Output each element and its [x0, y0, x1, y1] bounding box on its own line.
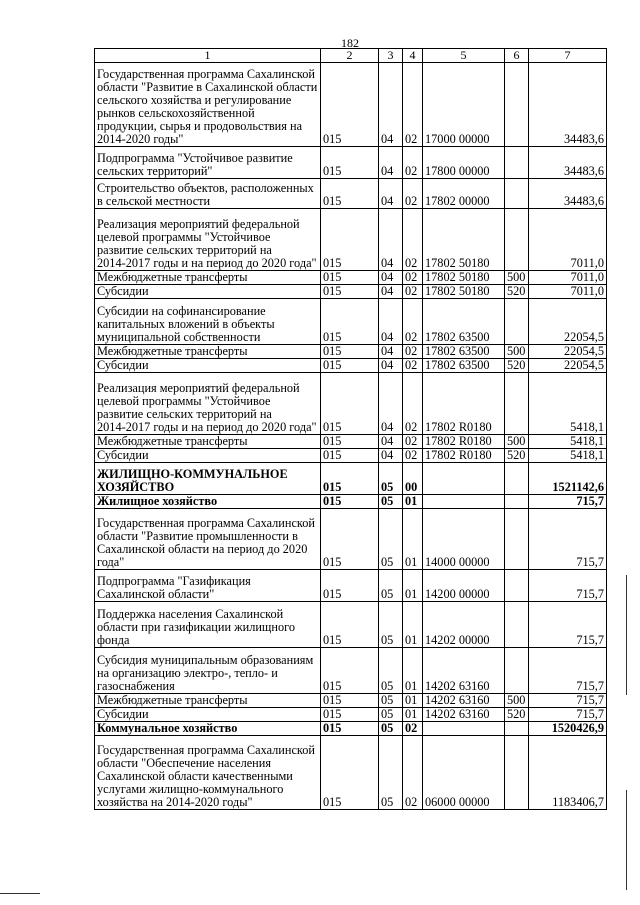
- table-row: [95, 373, 607, 435]
- row-code-cell-c2: 015: [321, 694, 379, 708]
- row-code-cell-c2: 015: [321, 570, 379, 602]
- table-row: [95, 63, 607, 147]
- row-name-cell: Межбюджетные трансферты: [95, 271, 321, 285]
- table-row: [95, 570, 607, 602]
- row-code-cell-c3: 05: [379, 736, 403, 810]
- row-code-cell-c2: 015: [321, 285, 379, 299]
- table-row: [95, 495, 607, 509]
- footer-dash: [0, 893, 40, 894]
- row-code-cell-c6: [505, 648, 529, 694]
- row-code-cell-c3: 05: [379, 495, 403, 509]
- row-code-cell-c6: 520: [505, 359, 529, 373]
- row-code-cell-c6: 520: [505, 708, 529, 722]
- row-amount-cell: 1183406,7: [529, 736, 607, 810]
- row-code-cell-c5: 14202 63160: [423, 694, 505, 708]
- table-row: [95, 602, 607, 648]
- row-code-cell-c6: [505, 509, 529, 570]
- row-code-cell-c4: 02: [403, 299, 423, 345]
- row-code-cell-c6: [505, 373, 529, 435]
- row-name-cell: Субсидии: [95, 449, 321, 463]
- row-code-cell-c3: 04: [379, 299, 403, 345]
- row-code-cell-c3: 04: [379, 179, 403, 209]
- margin-line: [626, 790, 627, 890]
- table-row: [95, 463, 607, 495]
- row-code-cell-c2: 015: [321, 147, 379, 179]
- row-code-cell-c4: 02: [403, 179, 423, 209]
- row-name-cell: Межбюджетные трансферты: [95, 435, 321, 449]
- row-name-cell: Государственная программа Сахалинской области "Развитие промышленности в Сахалинской области на период до 2020 года": [95, 509, 321, 570]
- row-name-cell: Субсидии: [95, 708, 321, 722]
- row-code-cell-c2: 015: [321, 722, 379, 736]
- table-row: [95, 449, 607, 463]
- row-code-cell-c4: 02: [403, 736, 423, 810]
- row-code-cell-c3: 04: [379, 373, 403, 435]
- row-code-cell-c5: 17802 R0180: [423, 449, 505, 463]
- row-code-cell-c6: 500: [505, 694, 529, 708]
- row-code-cell-c2: 015: [321, 373, 379, 435]
- table-row: [95, 708, 607, 722]
- header-col-1: 1: [95, 49, 321, 63]
- table-row: [95, 285, 607, 299]
- row-code-cell-c4: 01: [403, 602, 423, 648]
- row-name-cell: Коммунальное хозяйство: [95, 722, 321, 736]
- row-amount-cell: 715,7: [529, 708, 607, 722]
- row-code-cell-c6: [505, 63, 529, 147]
- row-name-cell: Строительство объектов, расположенных в сельской местности: [95, 179, 321, 209]
- row-code-cell-c3: 04: [379, 345, 403, 359]
- row-code-cell-c4: 01: [403, 694, 423, 708]
- row-code-cell-c6: [505, 179, 529, 209]
- row-code-cell-c5: 17802 50180: [423, 285, 505, 299]
- row-code-cell-c5: 14200 00000: [423, 570, 505, 602]
- row-code-cell-c6: 500: [505, 271, 529, 285]
- page-number: 182: [341, 36, 359, 50]
- row-name-cell: Реализация мероприятий федеральной целевой программы "Устойчивое развитие сельских территорий на 2014-2017 годы и на период до 2020 года": [95, 373, 321, 435]
- table-row: [95, 648, 607, 694]
- row-amount-cell: 715,7: [529, 495, 607, 509]
- row-name-cell: Государственная программа Сахалинской области "Обеспечение населения Сахалинской области качественными услугами жилищно-коммунального хозяйства на 2014-2020 годы": [95, 736, 321, 810]
- row-code-cell-c5: 17802 R0180: [423, 373, 505, 435]
- row-code-cell-c6: [505, 299, 529, 345]
- row-code-cell-c3: 05: [379, 694, 403, 708]
- row-amount-cell: 5418,1: [529, 449, 607, 463]
- row-code-cell-c6: 520: [505, 285, 529, 299]
- row-amount-cell: 1521142,6: [529, 463, 607, 495]
- row-code-cell-c3: 04: [379, 449, 403, 463]
- row-amount-cell: 34483,6: [529, 179, 607, 209]
- table-row: [95, 271, 607, 285]
- row-code-cell-c2: 015: [321, 299, 379, 345]
- row-code-cell-c3: 05: [379, 708, 403, 722]
- row-code-cell-c3: 05: [379, 509, 403, 570]
- row-amount-cell: 22054,5: [529, 359, 607, 373]
- row-name-cell: Межбюджетные трансферты: [95, 694, 321, 708]
- row-code-cell-c6: 500: [505, 435, 529, 449]
- row-code-cell-c2: 015: [321, 63, 379, 147]
- row-code-cell-c6: 500: [505, 345, 529, 359]
- row-name-cell: Подпрограмма "Устойчивое развитие сельских территорий": [95, 147, 321, 179]
- header-col-6: 6: [505, 49, 529, 63]
- row-code-cell-c2: 015: [321, 359, 379, 373]
- row-code-cell-c3: 05: [379, 463, 403, 495]
- table-row: [95, 179, 607, 209]
- header-col-3: 3: [379, 49, 403, 63]
- table-row: [95, 359, 607, 373]
- row-code-cell-c2: 015: [321, 463, 379, 495]
- row-name-cell: Реализация мероприятий федеральной целевой программы "Устойчивое развитие сельских территорий на 2014-2017 годы и на период до 2020 года": [95, 209, 321, 271]
- table-row: [95, 694, 607, 708]
- row-code-cell-c5: 17802 63500: [423, 359, 505, 373]
- table-row: [95, 299, 607, 345]
- row-code-cell-c4: 02: [403, 271, 423, 285]
- row-code-cell-c6: 520: [505, 449, 529, 463]
- row-code-cell-c4: 02: [403, 722, 423, 736]
- row-name-cell: Поддержка населения Сахалинской области при газификации жилищного фонда: [95, 602, 321, 648]
- row-code-cell-c2: 015: [321, 708, 379, 722]
- row-code-cell-c4: 01: [403, 495, 423, 509]
- row-code-cell-c3: 04: [379, 147, 403, 179]
- header-col-5: 5: [423, 49, 505, 63]
- row-code-cell-c3: 05: [379, 648, 403, 694]
- row-code-cell-c5: 14000 00000: [423, 509, 505, 570]
- row-code-cell-c4: 02: [403, 435, 423, 449]
- row-code-cell-c2: 015: [321, 345, 379, 359]
- row-code-cell-c2: 015: [321, 271, 379, 285]
- row-code-cell-c2: 015: [321, 435, 379, 449]
- table-row: [95, 435, 607, 449]
- table-body: [95, 63, 607, 810]
- row-code-cell-c3: 04: [379, 209, 403, 271]
- row-code-cell-c5: [423, 495, 505, 509]
- row-code-cell-c3: 04: [379, 359, 403, 373]
- row-name-cell: ЖИЛИЩНО-КОММУНАЛЬНОЕ ХОЗЯЙСТВО: [95, 463, 321, 495]
- row-code-cell-c6: [505, 209, 529, 271]
- row-code-cell-c6: [505, 147, 529, 179]
- row-name-cell: Субсидия муниципальным образованиям на организацию электро-, тепло- и газоснабжения: [95, 648, 321, 694]
- row-amount-cell: 7011,0: [529, 209, 607, 271]
- row-code-cell-c5: 17802 R0180: [423, 435, 505, 449]
- row-code-cell-c5: 17000 00000: [423, 63, 505, 147]
- table-row: [95, 722, 607, 736]
- row-amount-cell: 715,7: [529, 648, 607, 694]
- row-amount-cell: 22054,5: [529, 345, 607, 359]
- row-code-cell-c3: 04: [379, 435, 403, 449]
- row-code-cell-c2: 015: [321, 736, 379, 810]
- row-code-cell-c4: 01: [403, 648, 423, 694]
- table-row: [95, 736, 607, 810]
- table-row: [95, 509, 607, 570]
- row-name-cell: Подпрограмма "Газификация Сахалинской области": [95, 570, 321, 602]
- row-code-cell-c6: [505, 722, 529, 736]
- row-code-cell-c3: 04: [379, 63, 403, 147]
- row-amount-cell: 7011,0: [529, 271, 607, 285]
- row-code-cell-c2: 015: [321, 509, 379, 570]
- row-name-cell: Субсидии: [95, 359, 321, 373]
- row-amount-cell: 715,7: [529, 694, 607, 708]
- row-code-cell-c5: 17802 63500: [423, 299, 505, 345]
- table-header-row: [95, 49, 607, 63]
- row-code-cell-c5: 14202 63160: [423, 708, 505, 722]
- table-row: [95, 209, 607, 271]
- row-name-cell: Государственная программа Сахалинской области "Развитие в Сахалинской области сельского хозяйства и регулирование рынков сельскохозяйственной продукции, сырья и продовольствия на 2014-2020 годы": [95, 63, 321, 147]
- row-code-cell-c5: 14202 63160: [423, 648, 505, 694]
- row-code-cell-c4: 02: [403, 345, 423, 359]
- row-amount-cell: 22054,5: [529, 299, 607, 345]
- row-name-cell: Субсидии: [95, 285, 321, 299]
- row-amount-cell: 715,7: [529, 570, 607, 602]
- row-code-cell-c2: 015: [321, 209, 379, 271]
- row-code-cell-c5: 17802 63500: [423, 345, 505, 359]
- row-code-cell-c5: 17802 50180: [423, 209, 505, 271]
- row-amount-cell: 34483,6: [529, 63, 607, 147]
- row-code-cell-c4: 02: [403, 63, 423, 147]
- row-code-cell-c4: 02: [403, 285, 423, 299]
- row-code-cell-c5: 17802 50180: [423, 271, 505, 285]
- row-amount-cell: 34483,6: [529, 147, 607, 179]
- row-code-cell-c4: 01: [403, 509, 423, 570]
- row-code-cell-c6: [505, 602, 529, 648]
- row-amount-cell: 5418,1: [529, 373, 607, 435]
- row-amount-cell: 5418,1: [529, 435, 607, 449]
- row-code-cell-c5: [423, 722, 505, 736]
- row-amount-cell: 1520426,9: [529, 722, 607, 736]
- row-code-cell-c5: 17802 00000: [423, 179, 505, 209]
- margin-line: [626, 575, 627, 695]
- row-amount-cell: 7011,0: [529, 285, 607, 299]
- row-code-cell-c4: 02: [403, 209, 423, 271]
- row-code-cell-c3: 05: [379, 722, 403, 736]
- row-code-cell-c3: 04: [379, 285, 403, 299]
- row-code-cell-c2: 015: [321, 602, 379, 648]
- row-code-cell-c5: 17800 00000: [423, 147, 505, 179]
- header-col-2: 2: [321, 49, 379, 63]
- row-name-cell: Межбюджетные трансферты: [95, 345, 321, 359]
- row-code-cell-c5: 06000 00000: [423, 736, 505, 810]
- row-code-cell-c6: [505, 736, 529, 810]
- row-code-cell-c2: 015: [321, 495, 379, 509]
- row-code-cell-c5: 14202 00000: [423, 602, 505, 648]
- table-row: [95, 345, 607, 359]
- row-code-cell-c4: 01: [403, 570, 423, 602]
- header-col-7: 7: [529, 49, 607, 63]
- row-code-cell-c4: 02: [403, 147, 423, 179]
- row-code-cell-c4: 00: [403, 463, 423, 495]
- row-name-cell: Жилищное хозяйство: [95, 495, 321, 509]
- row-code-cell-c3: 05: [379, 570, 403, 602]
- row-amount-cell: 715,7: [529, 509, 607, 570]
- table-row: [95, 147, 607, 179]
- row-code-cell-c2: 015: [321, 648, 379, 694]
- header-col-4: 4: [403, 49, 423, 63]
- row-code-cell-c2: 015: [321, 179, 379, 209]
- row-code-cell-c3: 05: [379, 602, 403, 648]
- row-code-cell-c4: 01: [403, 708, 423, 722]
- row-code-cell-c6: [505, 495, 529, 509]
- row-code-cell-c4: 02: [403, 373, 423, 435]
- row-code-cell-c4: 02: [403, 359, 423, 373]
- row-code-cell-c2: 015: [321, 449, 379, 463]
- row-code-cell-c4: 02: [403, 449, 423, 463]
- row-code-cell-c6: [505, 463, 529, 495]
- row-code-cell-c3: 04: [379, 271, 403, 285]
- row-name-cell: Субсидии на софинансирование капитальных вложений в объекты муниципальной собственности: [95, 299, 321, 345]
- row-code-cell-c6: [505, 570, 529, 602]
- budget-table: [94, 48, 607, 810]
- row-code-cell-c5: [423, 463, 505, 495]
- row-amount-cell: 715,7: [529, 602, 607, 648]
